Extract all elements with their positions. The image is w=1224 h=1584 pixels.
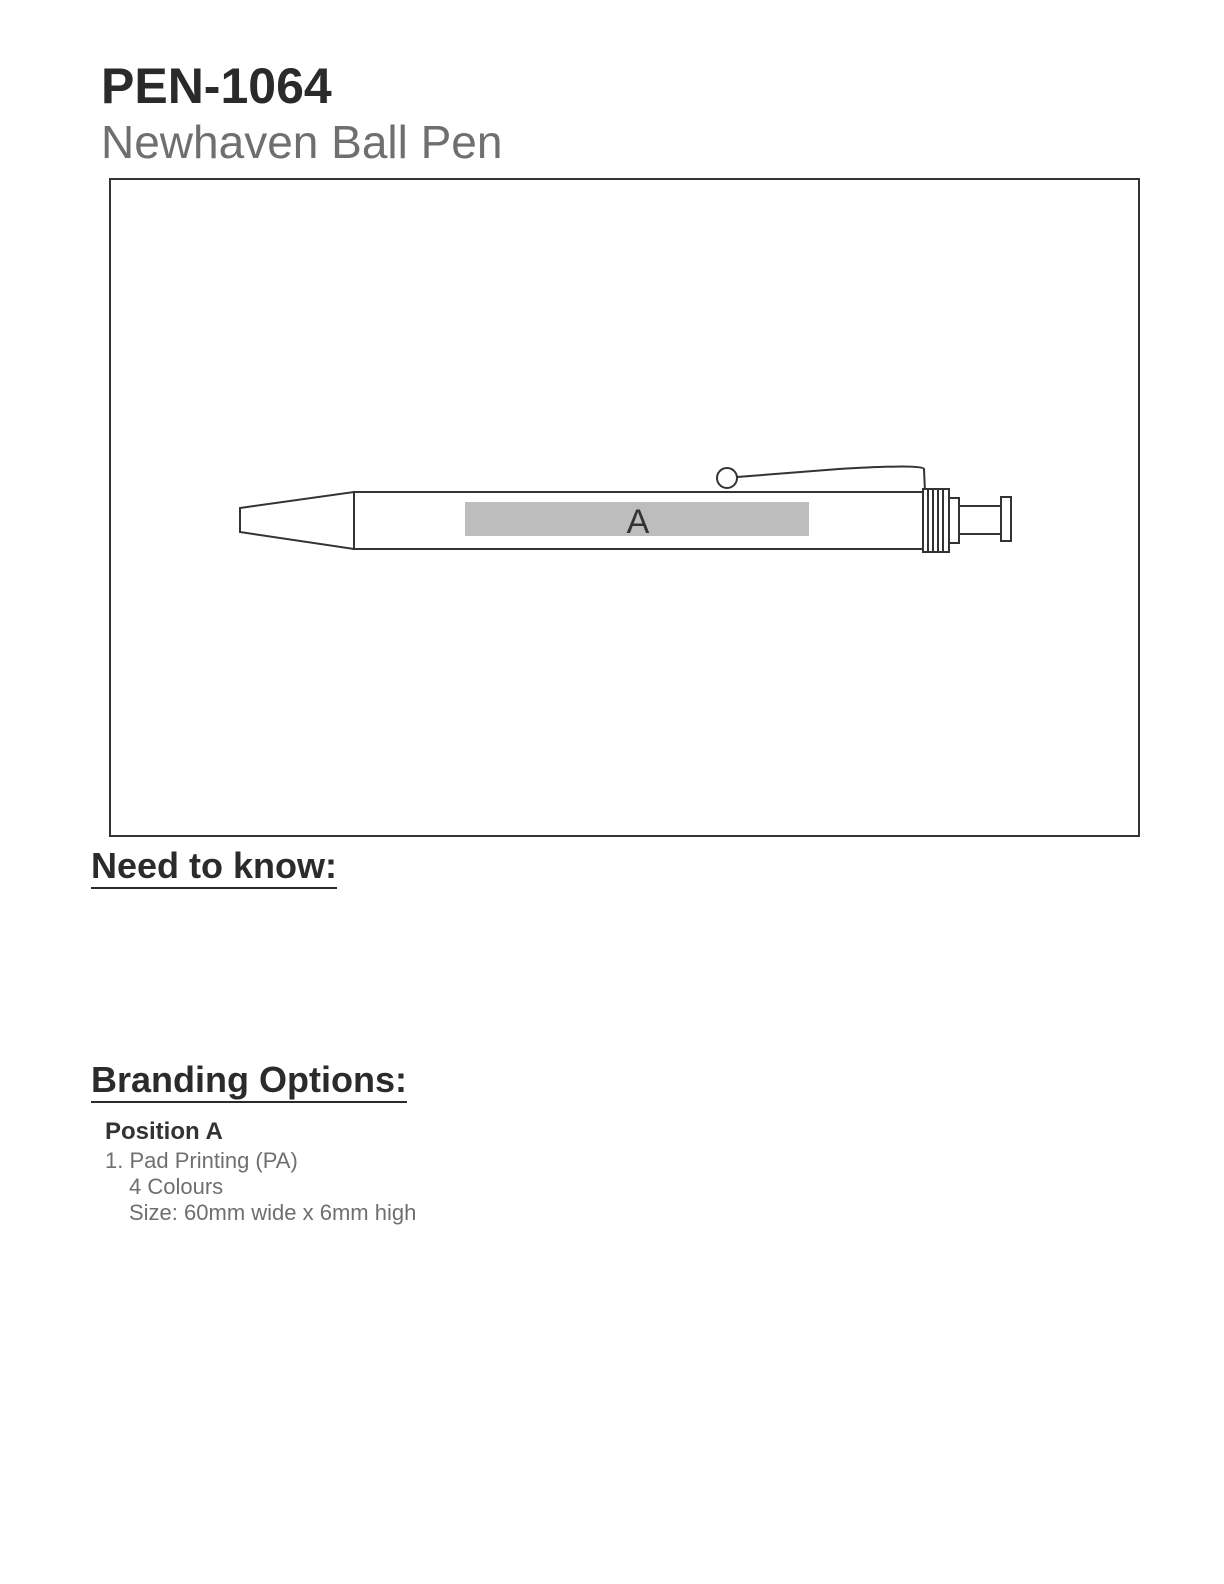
pen-plunger-cap	[1001, 497, 1011, 541]
print-area-label: A	[626, 503, 650, 541]
branding-colours: 4 Colours	[129, 1174, 224, 1199]
position-a-details	[105, 1148, 416, 1226]
need-to-know-heading: Need to know:	[91, 845, 337, 889]
position-a-title: Position A	[105, 1118, 223, 1145]
product-code: PEN-1064	[101, 58, 332, 114]
pen-clip-ball	[717, 468, 737, 488]
pen-ring-band	[923, 489, 949, 552]
pen-illustration	[111, 180, 1138, 835]
pen-tip	[240, 492, 354, 549]
product-illustration-frame	[109, 178, 1140, 837]
branding-method: 1. Pad Printing (PA)	[105, 1148, 298, 1173]
pen-plunger-shaft	[959, 506, 1001, 534]
branding-size: Size: 60mm wide x 6mm high	[129, 1200, 417, 1225]
product-name: Newhaven Ball Pen	[101, 116, 503, 168]
branding-options-heading: Branding Options:	[91, 1059, 407, 1103]
pen-clip	[737, 467, 925, 493]
pen-plunger-collar	[949, 498, 959, 543]
